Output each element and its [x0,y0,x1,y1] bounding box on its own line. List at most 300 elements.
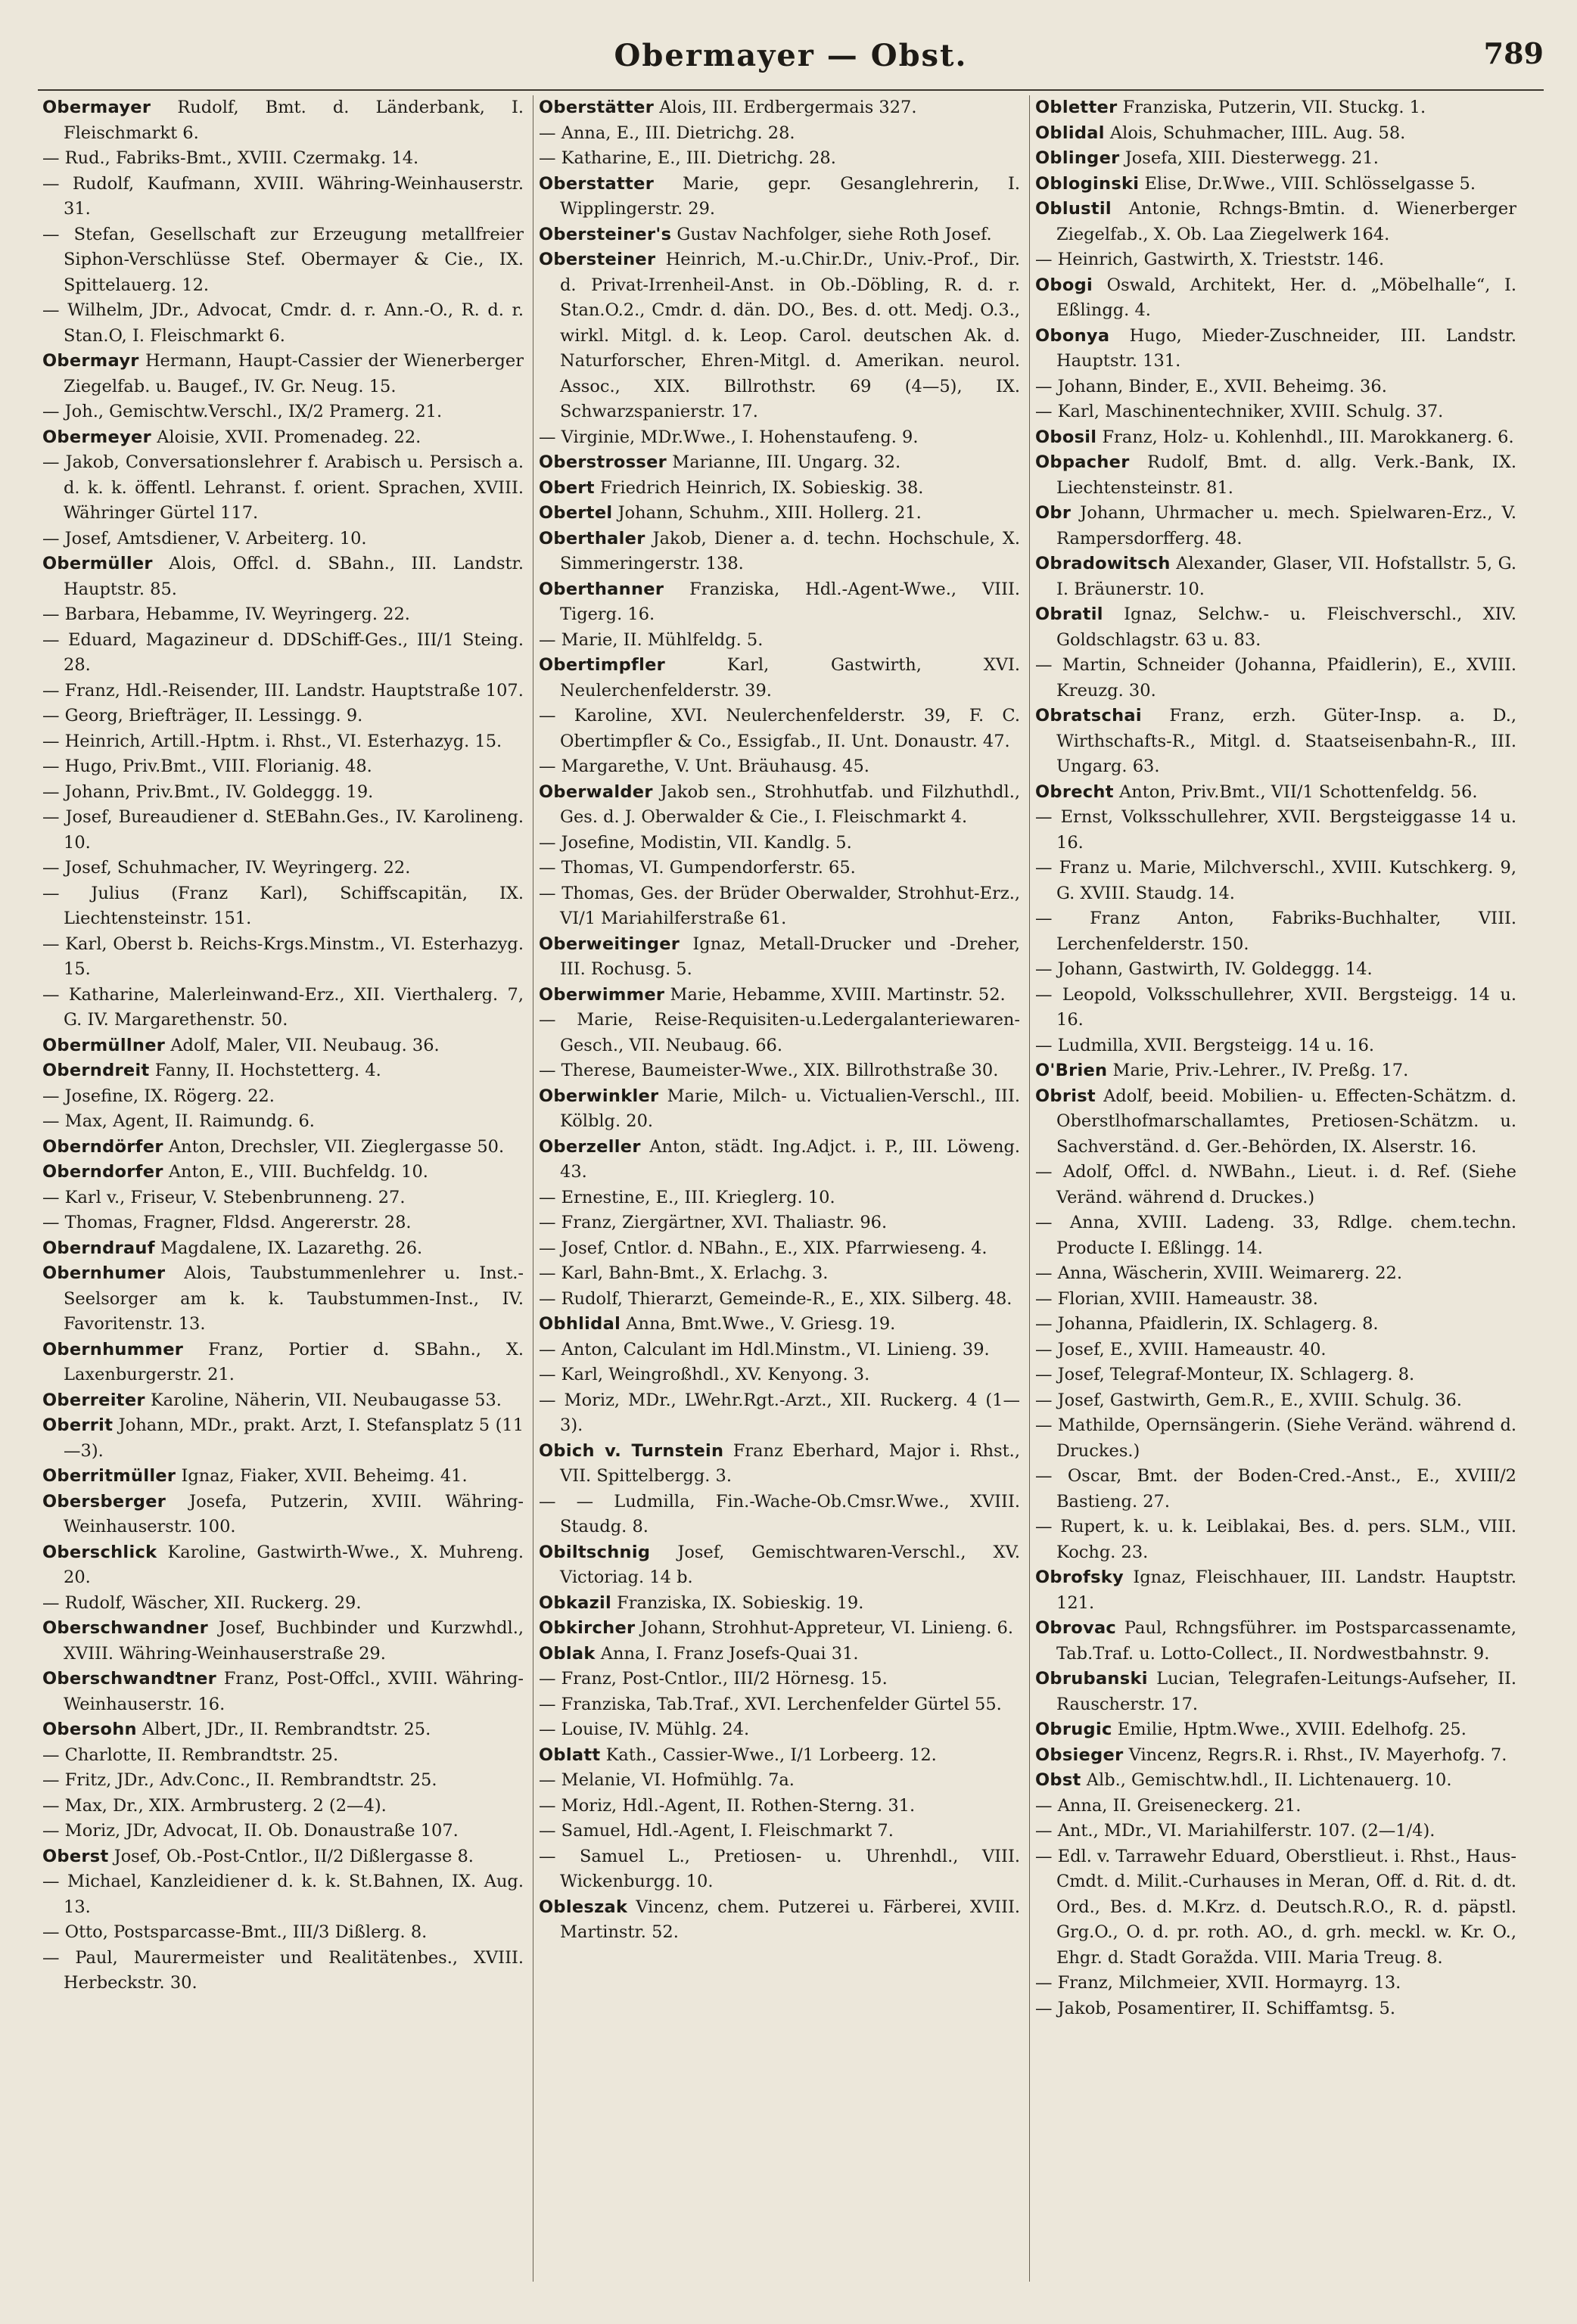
entry-details: — Paul, Maurermeister und Realitätenbes., XVIII. Herbeckstr. 30. [42,1947,524,1993]
entry-details: Johann, Strohhut-Appreteur, VI. Linieng. 6. [640,1618,1014,1638]
entry-details: — Virginie, MDr.Wwe., I. Hohenstaufeng. 9. [539,427,919,447]
directory-entry [539,1338,1020,1363]
directory-entry [539,1439,1020,1490]
entry-surname: Oberreiter [42,1390,145,1410]
directory-entry [539,1819,1020,1844]
directory-entry [1035,1616,1516,1667]
directory-entry [539,501,1020,527]
entry-details: — Adolf, Offcl. d. NWBahn., Lieut. i. d. Ref. (Siehe Veränd. während d. Druckes.) [1035,1162,1516,1207]
directory-entry [539,1768,1020,1794]
entry-details: — Heinrich, Artill.-Hptm. i. Rhst., VI. Esterhazyg. 15. [42,731,502,751]
page-title: Obermayer — Obst. [614,38,968,73]
directory-entry [539,1490,1020,1540]
entry-surname: Obrovac [1035,1618,1117,1638]
entry-details: Franz, Portier d. SBahn., X. Laxenburgerstr. 21. [64,1339,524,1384]
directory-entry [539,172,1020,222]
entry-details: — Josef, Cntlor. d. NBahn., E., XIX. Pfarrwieseng. 4. [539,1238,988,1258]
directory-entry [539,1210,1020,1236]
directory-entry [42,1084,524,1110]
entry-details: Alois, Schuhmacher, IIIL. Aug. 58. [1109,123,1406,143]
directory-entry [1035,551,1516,602]
entry-details: Franz Eberhard, Major i. Rhst., VII. Spittelbergg. 3. [560,1440,1020,1486]
directory-entry [1035,1261,1516,1287]
entry-surname: Obratil [1035,604,1103,624]
entry-details: — Anton, Calculant im Hdl.Minstm., VI. Linieng. 39. [539,1339,990,1359]
entry-details: Alois, Taubstummenlehrer u. Inst.-Seelsorger am k. k. Taubstummen-Inst., IV. Favoritenstr. 13. [64,1263,524,1334]
entry-surname: Obermüller [42,554,153,573]
directory-entry [1035,197,1516,247]
entry-details: — Wilhelm, JDr., Advocat, Cmdr. d. r. Ann.-O., R. d. r. Stan.O, I. Fleischmarkt 6. [42,300,524,346]
directory-entry [539,628,1020,654]
directory-entry [539,1084,1020,1135]
entry-details: Anton, Priv.Bmt., VII/1 Schottenfeldg. 56. [1118,781,1478,802]
entry-surname: Obermeyer [42,427,152,447]
entry-details: — Franziska, Tab.Traf., XVI. Lerchenfelder Gürtel 55. [539,1694,1002,1714]
column-2 [539,95,1020,2289]
entry-surname: Obsieger [1035,1745,1124,1765]
entry-details: Josefa, Putzerin, XVIII. Währing-Weinhauserstr. 100. [64,1491,524,1536]
entry-details: — Karl, Bahn-Bmt., X. Erlachg. 3. [539,1263,829,1283]
entry-details: Marie, Hebamme, XVIII. Martinstr. 52. [670,984,1006,1005]
entry-surname: Oberstrosser [539,452,667,472]
entry-details: — Georg, Briefträger, II. Lessingg. 9. [42,706,363,725]
entry-details: — Thomas, Fragner, Fldsd. Angererstr. 28. [42,1213,412,1232]
directory-entry [42,95,524,146]
entry-surname: Oberwalder [539,781,653,802]
directory-entry [42,1667,524,1717]
entry-details: Hugo, Mieder-Zuschneider, III. Landstr. Hauptstr. 131. [1056,325,1516,371]
entry-details: — Rudolf, Kaufmann, XVIII. Währing-Weinhauserstr. 31. [42,173,524,219]
entry-details: — Johann, Gastwirth, IV. Goldeggg. 14. [1035,959,1373,979]
entry-details: — Ant., MDr., VI. Mariahilferstr. 107. (2—1/4). [1035,1821,1435,1841]
directory-entry [1035,1717,1516,1743]
entry-details: — Max, Agent, II. Raimundg. 6. [42,1111,315,1131]
entry-details: Albert, JDr., II. Rembrandtstr. 25. [142,1720,431,1739]
entry-details: Vincenz, Regrs.R. i. Rhst., IV. Mayerhofg. 7. [1128,1745,1507,1765]
directory-entry [539,95,1020,121]
entry-surname: Obletter [1035,98,1118,117]
entry-surname: Obich v. Turnstein [539,1440,724,1461]
directory-entry [539,1185,1020,1211]
directory-entry [539,146,1020,172]
entry-details: — Samuel, Hdl.-Agent, I. Fleischmarkt 7. [539,1821,894,1841]
directory-entry [42,1869,524,1920]
directory-entry [42,628,524,679]
directory-entry [539,1008,1020,1058]
directory-entry [1035,450,1516,501]
entry-details: — Samuel L., Pretiosen- u. Uhrenhdl., VIII. Wickenburgg. 10. [539,1846,1020,1891]
entry-details: Magdalene, IX. Lazarethg. 26. [160,1238,423,1258]
directory-entry [539,983,1020,1008]
entry-details: — Rudolf, Wäscher, XII. Ruckerg. 29. [42,1592,362,1613]
entry-surname: Obiltschnig [539,1542,651,1562]
directory-entry [1035,324,1516,374]
directory-entry [539,1388,1020,1439]
directory-entry [42,298,524,349]
directory-entry [539,1312,1020,1338]
directory-entry [42,1616,524,1667]
entry-details: Marie, Milch- u. Victualien-Verschl., III. Kölblg. 20. [560,1086,1020,1131]
directory-entry [539,1287,1020,1313]
entry-details: Anton, Drechsler, VII. Zieglergasse 50. [168,1136,505,1157]
directory-entry [1035,805,1516,856]
entry-surname: Obrofsky [1035,1567,1124,1587]
directory-entry [42,729,524,755]
entry-details: — Otto, Postsparcasse-Bmt., III/3 Dißlerg. 8. [42,1922,428,1942]
entry-details: — Marie, II. Mühlfeldg. 5. [539,629,764,650]
entry-details: Franz, Holz- u. Kohlenhdl., III. Marokkanerg. 6. [1102,427,1514,447]
entry-surname: Obernhummer [42,1339,184,1359]
directory-entry [539,222,1020,248]
directory-entry [1035,856,1516,906]
entry-surname: Obersberger [42,1491,166,1512]
entry-details: — Ernestine, E., III. Krieglerg. 10. [539,1187,835,1207]
entry-details: Marie, gepr. Gesanglehrerin, I. Wipplingerstr. 29. [560,173,1020,219]
entry-details: Anna, I. Franz Josefs-Quai 31. [600,1643,859,1664]
directory-entry [1035,1160,1516,1210]
entry-details: Karoline, Gastwirth-Wwe., X. Muhreng. 20. [64,1542,524,1587]
directory-entry [1035,399,1516,425]
entry-details: — Josef, Bureaudiener d. StEBahn.Ges., IV. Karolineng. 10. [42,807,524,853]
directory-entry [1035,146,1516,172]
directory-entry [539,653,1020,704]
directory-entry [42,1490,524,1540]
entry-details: — Karl, Maschinentechniker, XVIII. Schulg. 37. [1035,402,1444,421]
entry-surname: Oberweitinger [539,934,680,954]
directory-entry [42,1185,524,1211]
entry-details: — Jakob, Posamentirer, II. Schiffamtsg. 5. [1035,1998,1396,2018]
entry-details: Karoline, Näherin, VII. Neubaugasse 53. [150,1390,502,1410]
entry-details: — Johann, Priv.Bmt., IV. Goldeggg. 19. [42,781,374,802]
directory-entry [539,856,1020,881]
entry-details: — Hugo, Priv.Bmt., VIII. Florianig. 48. [42,757,372,776]
entry-surname: Oberndrauf [42,1238,155,1258]
entry-details: — Florian, XVIII. Hameaustr. 38. [1035,1288,1318,1309]
entry-surname: Oberritmüller [42,1466,176,1486]
entry-surname: Oblak [539,1643,596,1664]
directory-entry [1035,1996,1516,2022]
directory-entry [42,1261,524,1338]
entry-surname: Oberthaler [539,528,645,548]
directory-entry [42,1135,524,1160]
directory-entry [1035,247,1516,273]
entry-surname: Obermayer [42,98,151,117]
directory-entry [1035,1743,1516,1769]
entry-details: Emilie, Hptm.Wwe., XVIII. Edelhofg. 25. [1117,1720,1467,1739]
entry-details: — Anna, XVIII. Ladeng. 33, Rdlge. chem.techn. Producte I. Eßlingg. 14. [1035,1213,1516,1258]
directory-entry [1035,121,1516,147]
directory-entry [539,881,1020,932]
entry-details: — Joh., Gemischtw.Verschl., IX/2 Pramerg. 21. [42,402,443,421]
entry-details: Fanny, II. Hochstetterg. 4. [154,1061,381,1080]
entry-details: — Rudolf, Thierarzt, Gemeinde-R., E., XIX. Silberg. 48. [539,1288,1012,1309]
directory-entry [42,1388,524,1414]
entry-details: Gustav Nachfolger, siehe Roth Josef. [677,224,992,244]
entry-details: Oswald, Architekt, Her. d. „Möbelhalle“, I. Eßlingg. 4. [1056,275,1516,320]
entry-surname: Oberrit [42,1415,114,1435]
entry-details: — Josefine, Modistin, VII. Kandlg. 5. [539,832,852,853]
entry-surname: Oberzeller [539,1136,641,1157]
directory-entry [42,1591,524,1617]
entry-details: — Margarethe, V. Unt. Bräuhausg. 45. [539,757,869,776]
entry-details: — Martin, Schneider (Johanna, Pfaidlerin), E., XVIII. Kreuzg. 30. [1035,655,1516,701]
entry-details: — Edl. v. Tarrawehr Eduard, Oberstlieut. i. Rhst., Haus-Cmdt. d. Milit.-Curhauses in Meran, Off. d. Rit. d. dt. Ord., Bes. d. M.Krz. d. Deutsch.R.O., R. d. päpstl. Grg.O., O. d. pr. roth. AO., d. grh. meckl. w. Kr. O., Ehgr. d. Stadt Goražda. VIII. Maria Treug. 8. [1035,1846,1516,1968]
directory-entry [1035,1819,1516,1844]
entry-details: Antonie, Rchngs-Bmtin. d. Wienerberger Ziegelfab., X. Ob. Laa Ziegelwerk 164. [1056,199,1516,244]
entry-details: Johann, MDr., prakt. Arzt, I. Stefansplatz 5 (11—3). [64,1415,524,1461]
directory-entry [539,780,1020,831]
entry-details: Hermann, Haupt-Cassier der Wienerberger Ziegelfab. u. Baugef., IV. Gr. Neug. 15. [64,351,524,396]
entry-details: Elise, Dr.Wwe., VIII. Schlösselgasse 5. [1144,173,1476,194]
entry-details: — Josefine, IX. Rögerg. 22. [42,1086,275,1106]
directory-entry [539,831,1020,856]
entry-details: Jakob, Diener a. d. techn. Hochschule, X. Simmeringerstr. 138. [560,528,1020,573]
directory-entry [1035,374,1516,400]
directory-entry [1035,957,1516,983]
directory-entry [1035,273,1516,324]
entry-details: — Julius (Franz Karl), Schiffscapitän, IX. Liechtensteinstr. 151. [42,883,524,928]
directory-entry [42,1844,524,1870]
directory-entry [539,704,1020,754]
entry-surname: Oberstatter [539,173,655,194]
entry-surname: Obkazil [539,1592,612,1613]
entry-details: — Moriz, Hdl.-Agent, II. Rothen-Sterng. 31. [539,1795,916,1816]
entry-surname: Obosil [1035,427,1097,447]
entry-details: — Max, Dr., XIX. Armbrusterg. 2 (2—4). [42,1795,387,1816]
entry-details: Ignaz, Metall-Drucker und -Dreher, III. Rochusg. 5. [560,934,1020,979]
directory-entry [42,172,524,222]
entry-details: Rudolf, Bmt. d. allg. Verk.-Bank, IX. Liechtensteinstr. 81. [1056,452,1516,498]
entry-details: — Josef, Telegraf-Monteur, IX. Schlagerg. 8. [1035,1365,1415,1384]
entry-surname: Obradowitsch [1035,554,1171,573]
directory-entry [1035,1084,1516,1160]
entry-details: — Josef, Gastwirth, Gem.R., E., XVIII. Schulg. 36. [1035,1390,1462,1410]
entry-details: — Rud., Fabriks-Bmt., XVIII. Czermakg. 14. [42,148,419,168]
entry-details: Alois, Offcl. d. SBahn., III. Landstr. Hauptstr. 85. [64,554,524,599]
entry-surname: Oberschwandner [42,1618,209,1638]
entry-details: — Heinrich, Gastwirth, X. Trieststr. 146. [1035,250,1385,269]
column-1 [42,95,524,2289]
directory-entry [42,399,524,425]
directory-entry [539,1540,1020,1591]
column-3 [1035,95,1516,2289]
directory-entry [42,1920,524,1946]
entry-surname: Oberndorfer [42,1162,163,1182]
entry-surname: Obermüllner [42,1035,166,1055]
entry-surname: Obloginski [1035,173,1140,194]
entry-surname: Oberthanner [539,579,664,599]
entry-details: — Rupert, k. u. k. Leiblakai, Bes. d. pers. SLM., VIII. Kochg. 23. [1035,1517,1516,1562]
directory-entry [1035,1844,1516,1971]
entry-details: Vincenz, chem. Putzerei u. Färberei, XVIII. Martinstr. 52. [560,1897,1020,1942]
directory-entry [42,932,524,983]
entry-details: Karl, Gastwirth, XVI. Neulerchenfelderstr. 39. [560,655,1020,701]
entry-details: — Fritz, JDr., Adv.Conc., II. Rembrandtstr. 25. [42,1770,437,1790]
entry-details: — Thomas, Ges. der Brüder Oberwalder, Strohhut-Erz., VI/1 Mariahilferstraße 61. [539,883,1020,928]
directory-entry [1035,983,1516,1033]
entry-details: Franziska, IX. Sobieskig. 19. [617,1592,864,1613]
directory-entry [539,1667,1020,1692]
directory-entry [539,1058,1020,1084]
entry-surname: Obpacher [1035,452,1130,472]
entry-details: — Johann, Binder, E., XVII. Beheimg. 36. [1035,376,1387,396]
entry-details: — Johanna, Pfaidlerin, IX. Schlagerg. 8. [1035,1314,1379,1334]
entry-surname: Oblinger [1035,148,1120,168]
entry-details: Franz, erzh. Güter-Insp. a. D., Wirthschafts-R., Mitgl. d. Staatseisenbahn-R., III. Ungarg. 63. [1056,706,1516,776]
directory-entry [1035,172,1516,197]
directory-entry [42,1058,524,1084]
page-header [38,29,1544,91]
entry-details: Franz, Post-Offcl., XVIII. Währing-Weinhauserstr. 16. [64,1669,524,1714]
directory-entry [539,1135,1020,1185]
directory-entry [42,1413,524,1464]
entry-details: Josef, Gemischtwaren-Verschl., XV. Victoriag. 14 b. [560,1542,1020,1587]
directory-entry [1035,1287,1516,1313]
entry-surname: Obersteiner's [539,224,672,244]
entry-details: — Josef, E., XVIII. Hameaustr. 40. [1035,1339,1327,1359]
directory-entry [539,1692,1020,1718]
entry-details: — Franz, Milchmeier, XVII. Hormayrg. 13. [1035,1973,1401,1993]
directory-entry [42,1819,524,1844]
entry-details: Kath., Cassier-Wwe., I/1 Lorbeerg. 12. [605,1745,937,1765]
entry-details: — Oscar, Bmt. der Boden-Cred.-Anst., E., XVIII/2 Bastieng. 27. [1035,1466,1516,1512]
entry-surname: Oberschlick [42,1542,157,1562]
entry-details: Marianne, III. Ungarg. 32. [672,452,901,472]
entry-details: Anton, städt. Ing.Adjct. i. P., III. Löweng. 43. [560,1136,1020,1182]
directory-entry [539,577,1020,628]
entry-details: — Franz, Ziergärtner, XVI. Thaliastr. 96. [539,1213,888,1232]
directory-entry [42,551,524,602]
directory-entry [539,121,1020,147]
entry-details: — Franz, Hdl.-Reisender, III. Landstr. Hauptstraße 107. [42,680,524,701]
entry-details: — Karoline, XVI. Neulerchenfelderstr. 39, F. C. Obertimpfler & Co., Essigfab., II. Unt. Donaustr. 47. [539,706,1020,751]
directory-entry [539,476,1020,502]
entry-surname: Oberschwandtner [42,1669,217,1689]
directory-entry [539,1717,1020,1743]
entry-details: Alois, III. Erdbergermais 327. [659,98,917,117]
directory-entry [42,1540,524,1591]
entry-surname: Obertimpfler [539,655,666,675]
directory-entry [539,932,1020,983]
directory-entry [42,1160,524,1185]
entry-surname: Obonya [1035,325,1110,346]
directory-entry [42,527,524,552]
entry-details: — Ernst, Volksschullehrer, XVII. Bergsteiggasse 14 u. 16. [1035,807,1516,853]
column-divider [1029,95,1030,2282]
entry-details: — Josef, Amtsdiener, V. Arbeiterg. 10. [42,528,367,548]
entry-surname: Oberst [42,1846,109,1866]
directory-entry [539,1794,1020,1819]
entry-surname: Obersteiner [539,250,656,269]
directory-entry [1035,1464,1516,1515]
entry-details: Friedrich Heinrich, IX. Sobieskig. 38. [600,477,924,498]
entry-surname: Obernhumer [42,1263,166,1283]
entry-details: — Michael, Kanzleidiener d. k. k. St.Bahnen, IX. Aug. 13. [42,1872,524,1917]
directory-entry [1035,1794,1516,1819]
entry-surname: O'Brien [1035,1061,1108,1080]
entry-details: Adolf, Maler, VII. Neubaug. 36. [170,1035,440,1055]
entry-details: — Therese, Baumeister-Wwe., XIX. Billrothstraße 30. [539,1061,999,1080]
directory-entry [42,754,524,780]
entry-details: Franziska, Hdl.-Agent-Wwe., VIII. Tigerg. 16. [560,579,1020,624]
entry-details: — Anna, E., III. Dietrichg. 28. [539,123,795,143]
entry-details: — Ludmilla, XVII. Bergsteigg. 14 u. 16. [1035,1035,1375,1055]
directory-entry [1035,653,1516,704]
entry-details: — Melanie, VI. Hofmühlg. 7a. [539,1770,795,1790]
entry-surname: Obrist [1035,1086,1096,1106]
entry-surname: Oblustil [1035,199,1112,219]
entry-details: — — Ludmilla, Fin.-Wache-Ob.Cmsr.Wwe., XVIII. Staudg. 8. [539,1491,1020,1536]
entry-surname: Oberndreit [42,1061,150,1080]
directory-entry [1035,425,1516,451]
directory-entry [1035,1338,1516,1363]
entry-details: — Louise, IV. Mühlg. 24. [539,1720,750,1739]
directory-entry [1035,1033,1516,1059]
entry-details: — Anna, II. Greiseneckerg. 21. [1035,1795,1302,1816]
directory-entry [42,679,524,704]
directory-entry [1035,780,1516,806]
entry-surname: Oberndörfer [42,1136,163,1157]
directory-entry [1035,1667,1516,1717]
entry-surname: Oberwinkler [539,1086,659,1106]
directory-entry [539,1895,1020,1946]
directory-entry [42,1210,524,1236]
entry-details: — Barbara, Hebamme, IV. Weyringerg. 22. [42,604,410,624]
entry-details: Franziska, Putzerin, VII. Stuckg. 1. [1122,98,1426,117]
directory-entry [1035,1515,1516,1565]
directory-entry [1035,1362,1516,1388]
directory-entry [539,1844,1020,1895]
entry-details: — Charlotte, II. Rembrandtstr. 25. [42,1745,339,1765]
directory-entry [539,1616,1020,1642]
entry-details: — Thomas, VI. Gumpendorferstr. 65. [539,858,856,878]
directory-entry [1035,1312,1516,1338]
directory-entry [1035,1971,1516,1996]
directory-entry [539,1591,1020,1617]
entry-surname: Oblidal [1035,123,1105,143]
entry-details: — Franz Anton, Fabriks-Buchhalter, VIII. Lerchenfelderstr. 150. [1035,909,1516,954]
entry-details: Josefa, XIII. Diesterwegg. 21. [1124,148,1379,168]
entry-details: — Moriz, MDr., LWehr.Rgt.-Arzt., XII. Ruckerg. 4 (1—3). [539,1390,1020,1435]
entry-details: Heinrich, M.-u.Chir.Dr., Univ.-Prof., Dir. d. Privat-Irrenheil-Anst. in Ob.-Döbling, R. d. r. Stan.O.2., Cmdr. d. dän. DO., Bes. d. ott. Medj. O.3., wirkl. Mitgl. d. k. Leop. Carol. deutschen Ak. d. Naturforscher, Ehren-Mitgl. d. Amerikan. neurol. Assoc., XIX. Billrothstr. 69 (4—5), IX. Schwarzspanierstr. 17. [560,250,1020,421]
directory-entry [42,1033,524,1059]
directory-entry [42,881,524,932]
entry-surname: Oblatt [539,1745,601,1765]
entry-details: Johann, Uhrmacher u. mech. Spielwaren-Erz., V. Rampersdorfferg. 48. [1056,503,1516,548]
entry-details: Adolf, beeid. Mobilien- u. Effecten-Schätzm. d. Oberstlhofmarschallamtes, Pretiosen-Schätzm. u. Sachverständ. d. Ger.-Behörden, IX. Alserstr. 16. [1056,1086,1516,1157]
directory-entry [42,1236,524,1262]
entry-surname: Obratschai [1035,706,1142,725]
entry-details: Marie, Priv.-Lehrer., IV. Preßg. 17. [1112,1061,1409,1080]
entry-details: Ignaz, Fleischhauer, III. Landstr. Hauptstr. 121. [1056,1567,1516,1613]
directory-entry [42,1768,524,1794]
directory-entry [1035,1058,1516,1084]
directory-entry [539,1236,1020,1262]
entry-surname: Obhlidal [539,1314,621,1334]
entry-surname: Obertel [539,503,613,523]
entry-details: — Moriz, JDr, Advocat, II. Ob. Donaustraße 107. [42,1821,459,1841]
directory-entry [42,1794,524,1819]
entry-details: Alb., Gemischtw.hdl., II. Lichtenauerg. 10. [1086,1770,1452,1790]
entry-surname: Obr [1035,503,1072,523]
entry-details: — Eduard, Magazineur d. DDSchiff-Ges., III/1 Steing. 28. [42,629,524,675]
directory-entry [42,983,524,1033]
directory-entry [42,856,524,881]
directory-entry [1035,602,1516,653]
entry-details: Josef, Buchbinder und Kurzwhdl., XVIII. Währing-Weinhauserstraße 29. [64,1618,524,1664]
entry-surname: Oberstätter [539,98,655,117]
entry-details: — Katharine, E., III. Dietrichg. 28. [539,148,836,168]
